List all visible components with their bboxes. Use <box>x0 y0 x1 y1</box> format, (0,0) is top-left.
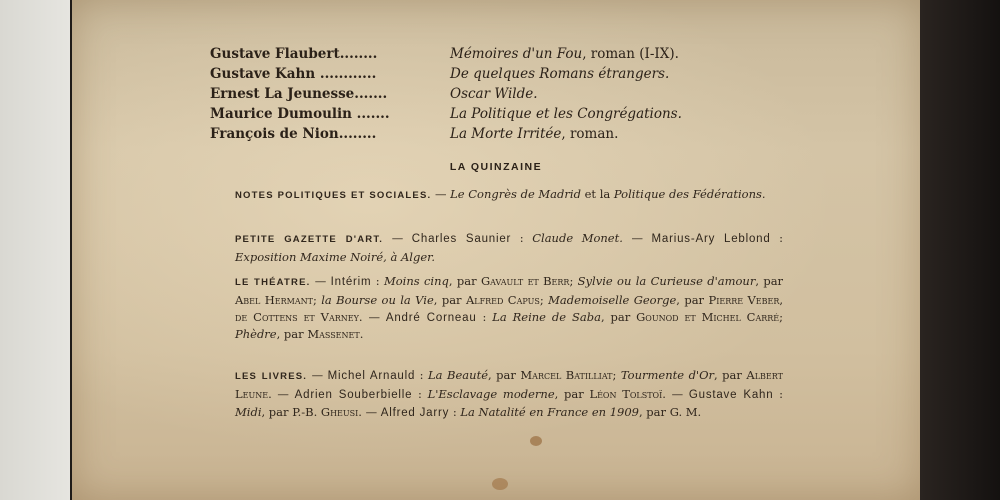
toc-title: La Morte Irritée, roman. <box>450 126 619 142</box>
section-notes-politiques: NOTES POLITIQUES ET SOCIALES. — Le Congrès de Madrid et la Politique des Fédérations. <box>235 187 766 201</box>
background-desk <box>920 0 1000 500</box>
document-page <box>72 0 920 500</box>
toc-entry <box>210 44 810 64</box>
toc-author: François de Nion........ <box>210 126 377 142</box>
background-wall <box>0 0 70 500</box>
toc-title: Mémoires d'un Fou, roman (I-IX). <box>450 46 679 62</box>
toc-entry <box>210 124 810 144</box>
section-les-livres: LES LIVRES. — Michel Arnauld : La Beauté, par Marcel Batilliat; Tourmente d'Or, par Albert Leune. — Adrien Souberbielle : L'Esclavage moderne, par Léon Tolstoï. — Gustave Kahn : Midi, par P.-B. Gheusi. — Alfred Jarry : La Natalité en France en 1909, par G. M. <box>235 368 784 419</box>
section-petite-gazette: PETITE GAZETTE D'ART. — Charles Saunier : Claude Monet. — Marius-Ary Leblond : Exposition Maxime Noiré, à Alger. <box>235 231 784 264</box>
toc-author: Ernest La Jeunesse....... <box>210 86 388 102</box>
toc-title: La Politique et les Congrégations. <box>450 106 682 122</box>
show-through-text <box>322 2 882 22</box>
paper-stain <box>492 478 508 490</box>
table-of-contents <box>210 44 810 144</box>
toc-author: Gustave Flaubert........ <box>210 46 378 62</box>
toc-entry <box>210 84 810 104</box>
toc-entry <box>210 64 810 84</box>
toc-entry <box>210 104 810 124</box>
paper-stain <box>530 436 542 446</box>
section-le-theatre: LE THÉATRE. — Intérim : Moins cinq, par Gavault et Berr; Sylvie ou la Curieuse d'amour, par Abel Hermant; la Bourse ou la Vie, par Alfred Capus; Mademoiselle George, par Pierre Veber, de Cottens et Varney. — André Corneau : La Reine de Saba, par Gounod et Michel Carré; Phèdre, par Massenet. <box>235 274 784 342</box>
toc-title: De quelques Romans étrangers. <box>450 66 670 82</box>
toc-author: Gustave Kahn ............ <box>210 66 377 82</box>
toc-title: Oscar Wilde. <box>450 86 538 102</box>
section-heading-quinzaine: LA QUINZAINE <box>449 161 543 173</box>
toc-author: Maurice Dumoulin ....... <box>210 106 390 122</box>
